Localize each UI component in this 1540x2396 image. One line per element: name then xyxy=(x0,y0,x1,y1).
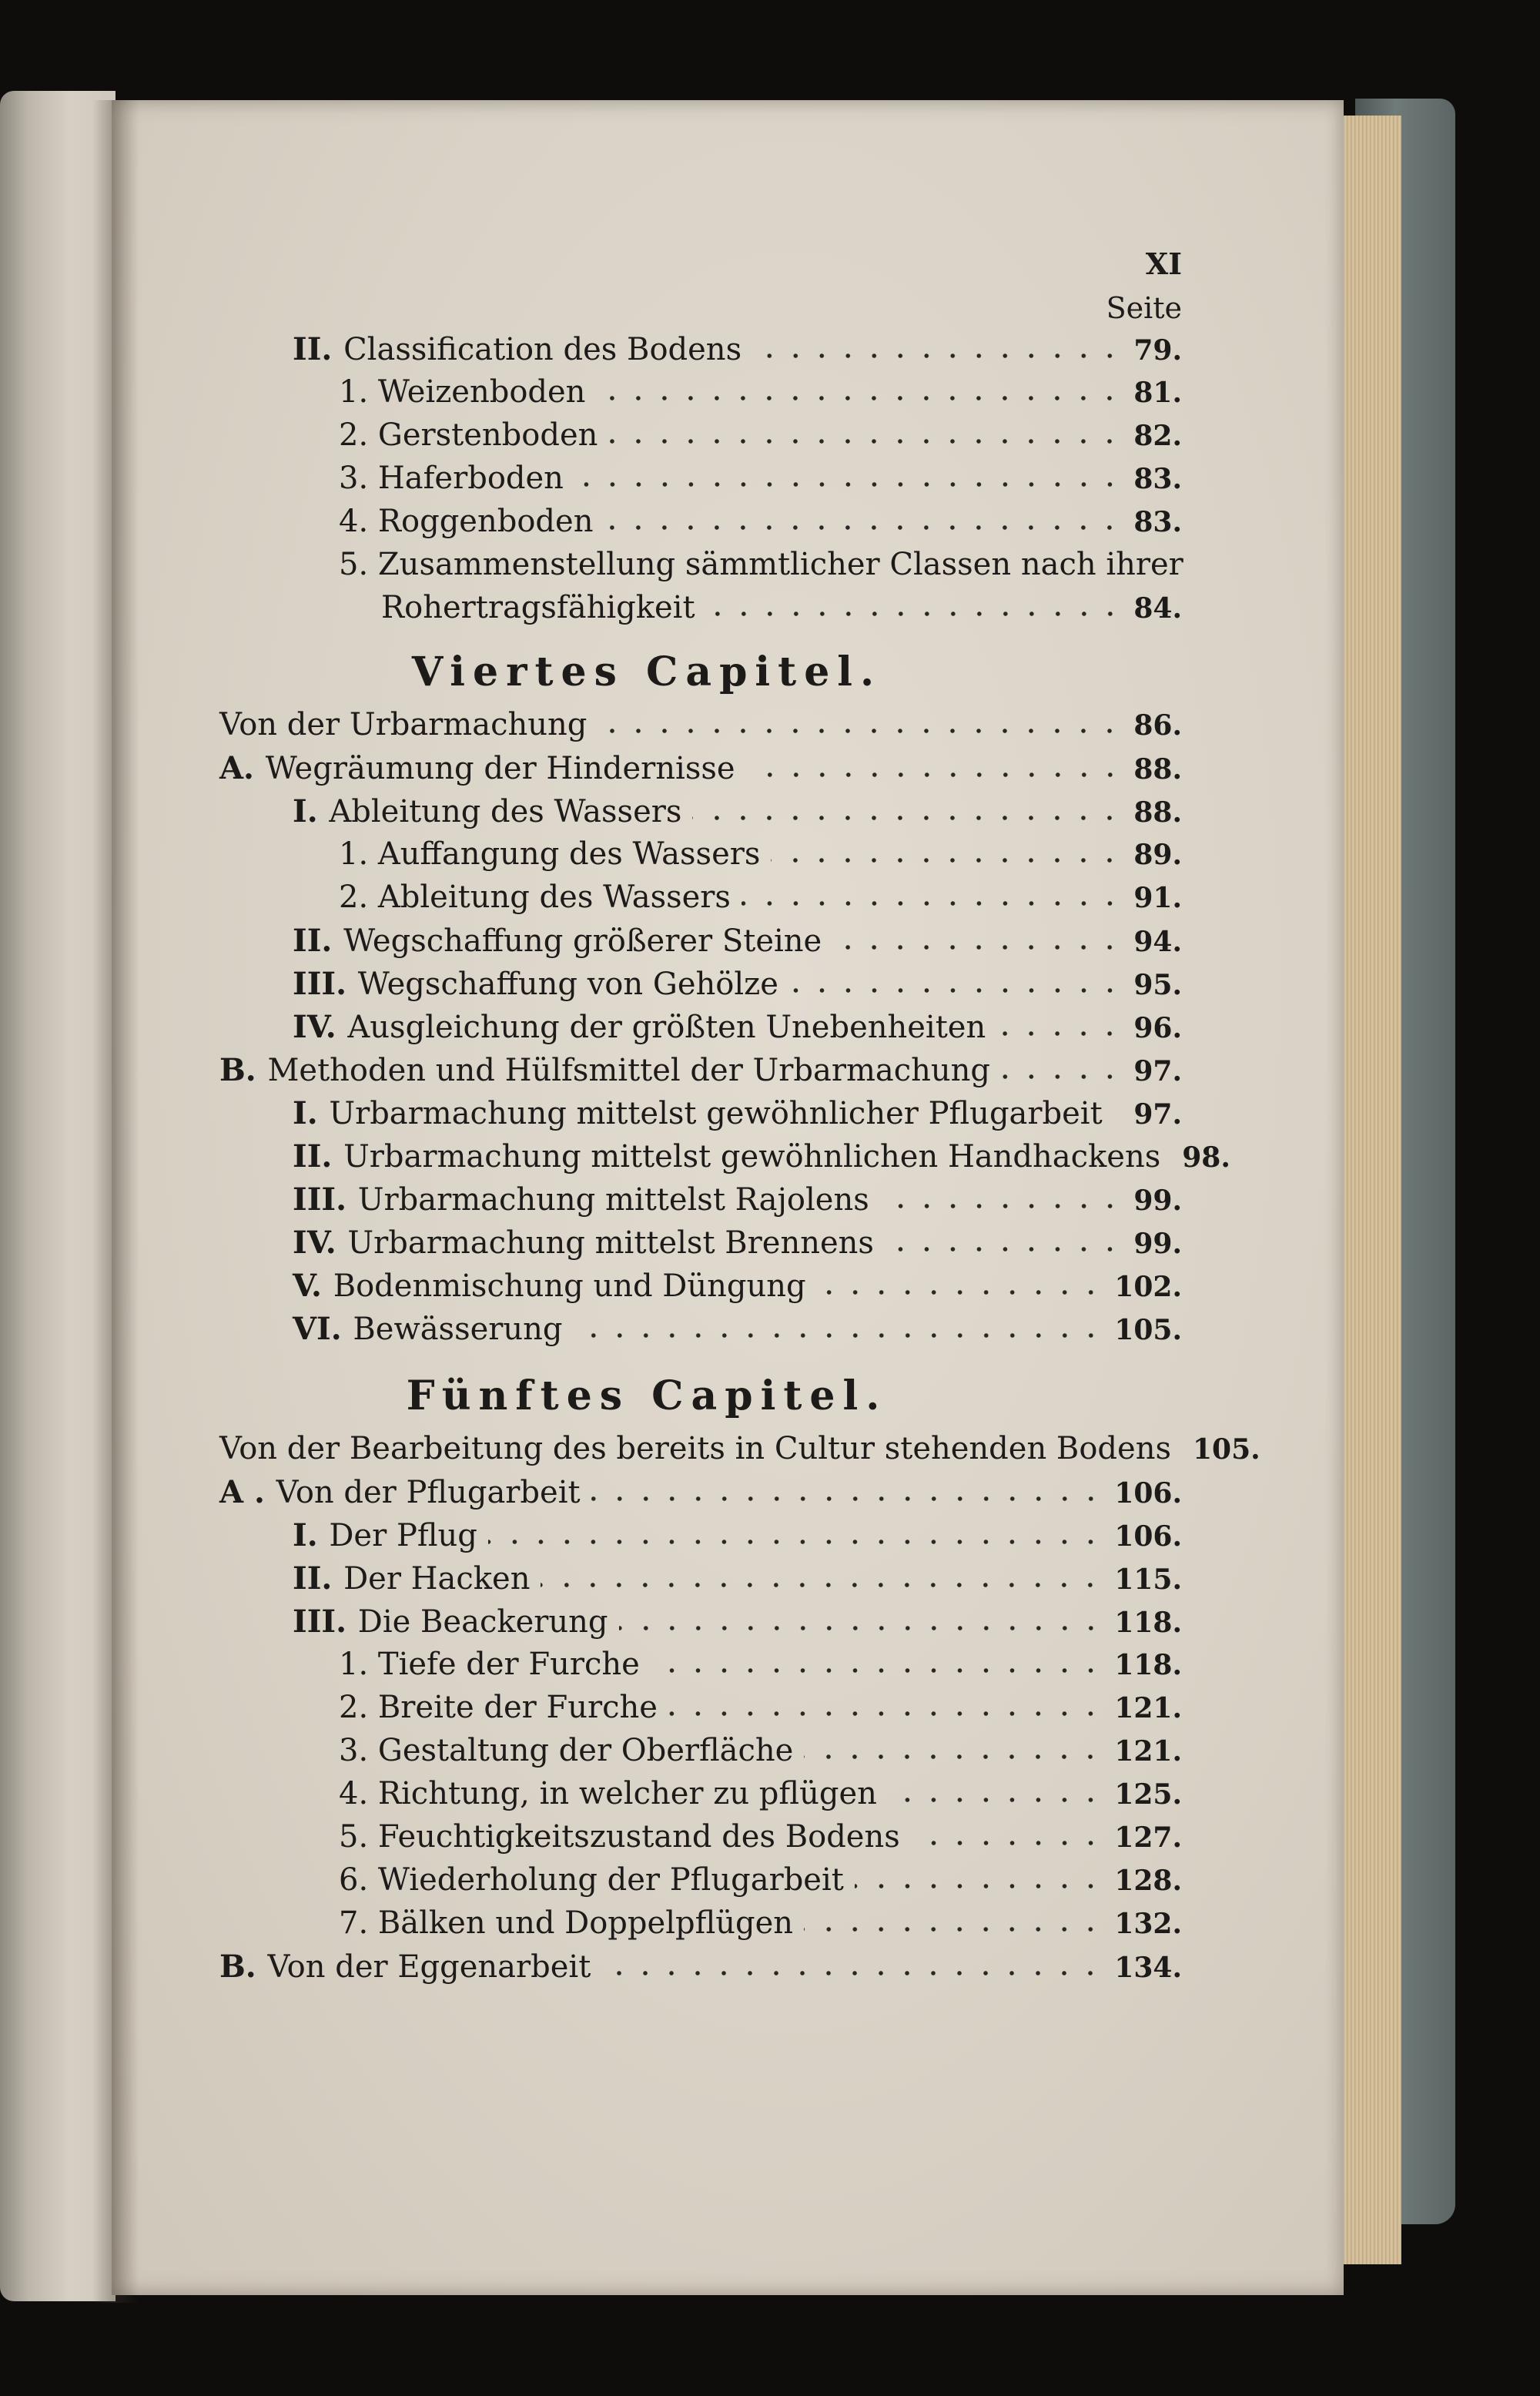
leader-dots xyxy=(746,771,1123,779)
toc-entry-label: 5. xyxy=(339,1819,369,1855)
toc-entry xyxy=(293,1095,1182,1131)
toc-entry-page: 88. xyxy=(1133,796,1182,829)
toc-entry-label: 5. xyxy=(339,547,369,582)
toc-entry-page: 106. xyxy=(1114,1477,1182,1510)
toc-entry-label: II. xyxy=(293,1138,333,1175)
toc-entry-title: Von der Urbarmachung xyxy=(219,707,588,742)
toc-entry-page: 118. xyxy=(1114,1649,1182,1681)
toc-entry-page: 102. xyxy=(1114,1271,1182,1303)
leader-dots xyxy=(855,1882,1103,1890)
toc-entry-label: IV. xyxy=(293,1009,336,1045)
toc-entry-page: 94. xyxy=(1133,926,1182,958)
leader-dots xyxy=(1113,1116,1123,1124)
toc-entry xyxy=(219,1431,1260,1466)
toc-entry-title: Haferboden xyxy=(377,461,564,496)
toc-entry-page: 106. xyxy=(1114,1520,1182,1553)
toc-entry xyxy=(339,1647,1182,1682)
toc-entry-label: 2. xyxy=(339,1690,369,1725)
toc-entry-title: Urbarmachung mittelst Rajolens xyxy=(357,1182,869,1218)
leader-dots xyxy=(885,1245,1123,1253)
leader-dots xyxy=(911,1839,1104,1847)
toc-entry-page: 82. xyxy=(1133,420,1182,452)
toc-entry xyxy=(339,504,1182,539)
leader-dots xyxy=(996,1030,1123,1037)
leader-dots xyxy=(742,900,1123,907)
toc-entry xyxy=(219,1949,1182,1985)
leader-dots xyxy=(817,1288,1104,1296)
toc-entry xyxy=(339,1690,1182,1725)
toc-entry-title: Die Beackerung xyxy=(357,1604,608,1640)
toc-entry-title: Gerstenboden xyxy=(377,417,598,453)
chapter-heading: Viertes Capitel. xyxy=(411,648,882,695)
toc-entry xyxy=(293,1560,1182,1597)
toc-entry xyxy=(339,461,1182,496)
toc-entry-title: Ausgleichung der größten Unebenheiten xyxy=(347,1010,986,1045)
toc-entry-label: 6. xyxy=(339,1862,369,1898)
toc-entry-title: Der Hacken xyxy=(343,1561,531,1597)
toc-entry xyxy=(293,331,1182,367)
toc-entry-page: 95. xyxy=(1133,969,1182,1001)
toc-entry-page: 91. xyxy=(1133,882,1182,914)
toc-entry xyxy=(339,836,1182,872)
table-of-contents xyxy=(112,100,1344,2295)
leader-dots xyxy=(651,1667,1104,1674)
toc-entry-title: Zusammenstellung sämmtlicher Classen nach ihrer xyxy=(377,547,1183,582)
toc-entry-label: A . xyxy=(219,1474,265,1510)
toc-entry-page: 98. xyxy=(1182,1141,1230,1174)
toc-entry-page: 79. xyxy=(1133,334,1182,367)
toc-entry-page: 115. xyxy=(1114,1563,1182,1596)
leader-dots xyxy=(601,1969,1103,1977)
toc-entry-title: Richtung, in welcher zu pflügen xyxy=(377,1776,877,1811)
toc-entry-label: B. xyxy=(219,1052,256,1088)
toc-entry-title: Roggenboden xyxy=(377,504,594,539)
toc-entry-label: 3. xyxy=(339,461,369,496)
toc-entry-title: Weizenboden xyxy=(377,374,586,410)
toc-entry xyxy=(293,1181,1182,1218)
toc-entry-page: 84. xyxy=(1133,592,1182,625)
toc-entry-title: Ableitung des Wassers xyxy=(329,794,682,829)
leader-dots xyxy=(880,1202,1123,1210)
toc-entry-page: 127. xyxy=(1114,1821,1182,1854)
leader-dots xyxy=(832,943,1123,951)
toc-entry xyxy=(339,547,1182,582)
toc-entry xyxy=(293,1311,1182,1347)
toc-entry xyxy=(339,1905,1182,1941)
chapter-heading: Fünftes Capitel. xyxy=(406,1372,888,1419)
leader-dots xyxy=(771,856,1123,864)
toc-entry-page: 88. xyxy=(1133,753,1182,786)
toc-entry xyxy=(219,750,1182,786)
toc-entry-title: Methoden und Hülfsmittel der Urbarmachung xyxy=(267,1053,991,1088)
toc-entry-title: Bälken und Doppelpflügen xyxy=(377,1905,794,1941)
toc-entry-title: Wiederholung der Pflugarbeit xyxy=(377,1862,844,1898)
leader-dots xyxy=(752,352,1123,360)
toc-entry-label: III. xyxy=(293,966,347,1002)
toc-entry-label: VI. xyxy=(293,1311,342,1347)
toc-entry xyxy=(339,880,1182,915)
toc-entry-title: Urbarmachung mittelst gewöhnlichen Handhackens xyxy=(343,1139,1161,1175)
book-page xyxy=(112,100,1344,2295)
toc-entry-title: Wegschaffung von Gehölze xyxy=(357,967,778,1002)
toc-entry-label: A. xyxy=(219,750,254,786)
toc-entry-page: 105. xyxy=(1192,1433,1260,1466)
toc-entry-label: 4. xyxy=(339,504,369,539)
toc-entry xyxy=(219,1474,1182,1510)
toc-entry-title: Urbarmachung mittelst Brennens xyxy=(347,1225,874,1261)
toc-entry xyxy=(293,1603,1182,1640)
toc-entry xyxy=(219,1052,1182,1088)
toc-entry-label: III. xyxy=(293,1181,347,1218)
leader-dots xyxy=(541,1581,1103,1589)
toc-entry xyxy=(293,1268,1182,1304)
toc-entry-title: Von der Bearbeitung des bereits in Cultur stehenden Bodens xyxy=(219,1431,1171,1466)
toc-entry xyxy=(219,707,1182,742)
toc-entry xyxy=(339,1776,1182,1811)
toc-entry-label: 1. xyxy=(339,374,369,410)
leader-dots xyxy=(488,1538,1103,1546)
toc-entry-page: 99. xyxy=(1133,1185,1182,1217)
toc-entry-title: Rohertragsfähigkeit xyxy=(381,590,695,625)
toc-entry-title: Classification des Bodens xyxy=(343,332,742,367)
toc-entry xyxy=(339,374,1182,410)
toc-entry-label: 2. xyxy=(339,417,369,453)
gutter-shadow xyxy=(92,100,139,2303)
toc-entry-title: Urbarmachung mittelst gewöhnlicher Pflugarbeit xyxy=(329,1096,1103,1131)
toc-entry-label: V. xyxy=(293,1268,322,1304)
leader-dots xyxy=(598,727,1123,735)
toc-entry-title: Auffangung des Wassers xyxy=(377,836,761,872)
toc-entry-label: II. xyxy=(293,331,333,367)
toc-entry-label: 7. xyxy=(339,1905,369,1941)
leader-dots xyxy=(619,1624,1104,1632)
toc-entry-title: Wegschaffung größerer Steine xyxy=(343,923,822,959)
toc-entry-page: 89. xyxy=(1133,839,1182,871)
toc-entry-title: Bewässerung xyxy=(353,1312,563,1347)
leader-dots xyxy=(574,1332,1104,1339)
toc-entry xyxy=(293,1517,1182,1553)
toc-entry-page: 81. xyxy=(1133,377,1182,409)
toc-entry xyxy=(293,793,1182,829)
toc-entry-page: 121. xyxy=(1114,1735,1182,1768)
toc-entry-title: Der Pflug xyxy=(329,1518,477,1553)
toc-entry-label: I. xyxy=(293,1095,318,1131)
toc-entry-label: II. xyxy=(293,923,333,959)
toc-entry-page: 121. xyxy=(1114,1692,1182,1724)
toc-entry-page: 99. xyxy=(1133,1228,1182,1260)
page-column-header: Seite xyxy=(1106,291,1182,325)
toc-entry-page: 96. xyxy=(1133,1012,1182,1044)
leader-dots xyxy=(804,1925,1103,1933)
toc-entry xyxy=(339,1862,1182,1898)
leader-dots xyxy=(888,1796,1103,1804)
toc-entry-title: Bodenmischung und Düngung xyxy=(333,1268,806,1304)
toc-entry-page: 128. xyxy=(1114,1865,1182,1897)
leader-dots xyxy=(596,394,1123,402)
toc-entry-label: 4. xyxy=(339,1776,369,1811)
leader-dots xyxy=(1001,1073,1123,1081)
toc-entry-label: I. xyxy=(293,793,318,829)
toc-entry-title: Tiefe der Furche xyxy=(377,1647,640,1682)
toc-entry xyxy=(293,1225,1182,1261)
toc-entry-label: 1. xyxy=(339,1647,369,1682)
toc-entry-page: 118. xyxy=(1114,1607,1182,1639)
toc-entry-title: Wegräumung der Hindernisse xyxy=(265,751,735,786)
page-number: XI xyxy=(1145,246,1182,281)
toc-entry-label: II. xyxy=(293,1560,333,1597)
toc-entry-title: Von der Pflugarbeit xyxy=(276,1475,581,1510)
toc-entry xyxy=(293,923,1182,959)
toc-entry xyxy=(339,417,1182,453)
page-block-edge xyxy=(1336,116,1401,2264)
toc-entry-page: 125. xyxy=(1114,1778,1182,1811)
toc-entry xyxy=(339,1819,1182,1855)
leader-dots xyxy=(668,1710,1103,1717)
leader-dots xyxy=(789,987,1123,994)
toc-entry-page: 105. xyxy=(1114,1314,1182,1346)
toc-entry-label: 2. xyxy=(339,880,369,915)
toc-entry-title: Von der Eggenarbeit xyxy=(267,1949,591,1985)
toc-entry-label: 1. xyxy=(339,836,369,872)
leader-dots xyxy=(706,610,1123,618)
leader-dots xyxy=(692,814,1123,822)
toc-entry xyxy=(293,966,1182,1002)
toc-entry-page: 86. xyxy=(1133,709,1182,742)
leader-dots xyxy=(591,1495,1104,1503)
toc-entry xyxy=(339,1733,1182,1768)
leader-dots xyxy=(604,524,1123,531)
toc-entry-page: 83. xyxy=(1133,506,1182,538)
toc-entry-title: Feuchtigkeitszustand des Bodens xyxy=(377,1819,900,1855)
leader-dots xyxy=(608,437,1123,445)
toc-entry-label: I. xyxy=(293,1517,318,1553)
toc-entry-label: III. xyxy=(293,1603,347,1640)
toc-entry-page: 132. xyxy=(1114,1908,1182,1940)
toc-entry-label: B. xyxy=(219,1949,256,1985)
leader-dots xyxy=(574,481,1123,488)
toc-entry xyxy=(293,1009,1182,1045)
toc-entry-title: Ableitung des Wassers xyxy=(377,880,731,915)
toc-entry-label: IV. xyxy=(293,1225,336,1261)
toc-entry-title: Breite der Furche xyxy=(377,1690,658,1725)
toc-entry-page: 97. xyxy=(1133,1098,1182,1131)
toc-entry-page: 97. xyxy=(1133,1055,1182,1087)
leader-dots xyxy=(804,1753,1103,1761)
toc-entry-continuation xyxy=(381,590,1182,625)
toc-entry-page: 134. xyxy=(1114,1952,1182,1984)
toc-entry-title: Gestaltung der Oberfläche xyxy=(377,1733,794,1768)
toc-entry-page: 83. xyxy=(1133,463,1182,495)
toc-entry-label: 3. xyxy=(339,1733,369,1768)
toc-entry xyxy=(293,1138,1230,1175)
